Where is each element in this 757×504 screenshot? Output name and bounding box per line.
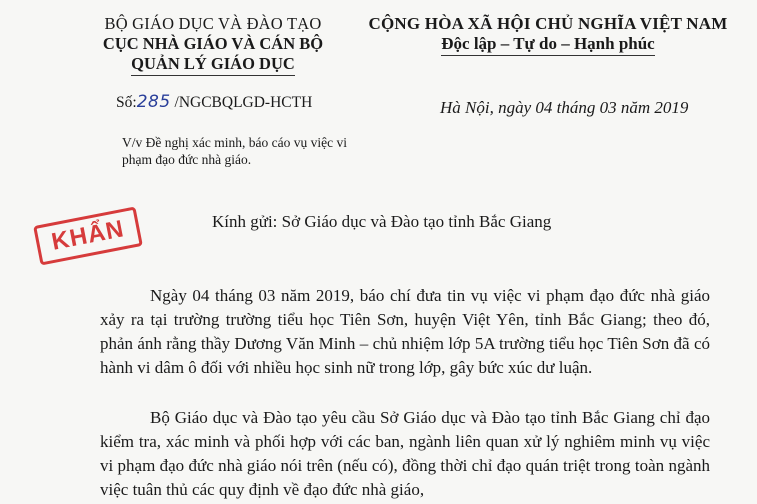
body-paragraph-1	[100, 284, 710, 380]
department-name-line2: QUẢN LÝ GIÁO DỤC	[131, 54, 295, 76]
ministry-name: BỘ GIÁO DỤC VÀ ĐÀO TẠO	[104, 14, 322, 33]
paragraph-1-text: Ngày 04 tháng 03 năm 2019, báo chí đưa tin vụ việc vi phạm đạo đức nhà giáo xảy ra tại trường trường tiểu học Tiên Sơn, huyện Việt Yên, tỉnh Bắc Giang; theo đó, phản ánh rằng thầy Dương Văn Minh – chủ nhiệm lớp 5A trường tiểu học Tiên Sơn đã có hành vi dâm ô đối với nhiều học sinh nữ trong lớp, gây bức xúc dư luận.	[100, 286, 710, 377]
urgent-stamp-text: KHẨN	[49, 215, 127, 256]
body-paragraph-2	[100, 406, 710, 502]
handwritten-number: 285	[136, 92, 171, 112]
document-number	[116, 92, 312, 112]
issue-date: Hà Nội, ngày 04 tháng 03 năm 2019	[440, 98, 689, 117]
country-name: CỘNG HÒA XÃ HỘI CHỦ NGHĨA VIỆT NAM	[368, 14, 728, 33]
subject-line: V/v Đề nghị xác minh, báo cáo vụ việc vi phạm đạo đức nhà giáo.	[122, 135, 347, 167]
document-number-suffix: /NGCBQLGD-HCTH	[170, 94, 313, 111]
urgent-stamp	[33, 206, 143, 265]
paragraph-2-text: Bộ Giáo dục và Đào tạo yêu cầu Sở Giáo dục và Đào tạo tỉnh Bắc Giang chỉ đạo kiểm tra, xác minh và phối hợp với các ban, ngành liên quan xử lý nghiêm minh vụ việc vi phạm đạo đức nhà giáo nói trên (nếu có), đồng thời chỉ đạo quán triệt trong toàn ngành việc tuân thủ các quy định về đạo đức nhà giáo,	[100, 408, 710, 499]
recipient-line: Kính gửi: Sở Giáo dục và Đào tạo tỉnh Bắc Giang	[212, 212, 552, 231]
national-header	[358, 14, 738, 56]
issuing-agency-header	[88, 14, 338, 76]
national-motto: Độc lập – Tự do – Hạnh phúc	[441, 34, 654, 56]
document-number-prefix: Số:	[116, 94, 137, 111]
department-name-line1: CỤC NHÀ GIÁO VÀ CÁN BỘ	[102, 34, 324, 53]
